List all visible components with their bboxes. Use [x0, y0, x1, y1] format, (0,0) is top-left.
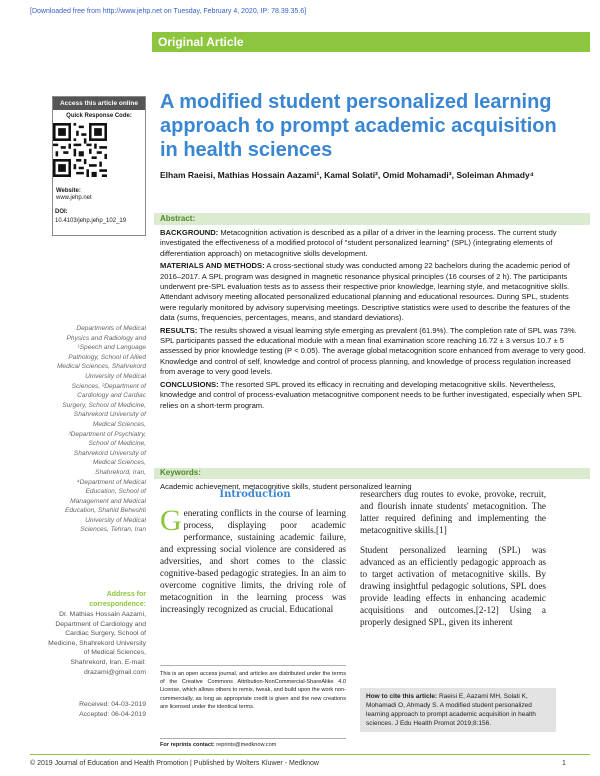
reprints-label: For reprints contact: — [160, 742, 215, 748]
keywords-text: Academic achievement, metacognitive skills, student personalized learning — [160, 482, 412, 491]
abstract-body — [160, 228, 586, 413]
page-number: 1 — [562, 760, 566, 767]
abstract-heading-bar — [154, 213, 590, 225]
keywords-heading: Keywords: — [160, 468, 201, 477]
methods-text: A cross-sectional study was conducted among 22 bachelors during the academic period of 2016–2017. A SPL program was designed in magnetic resonance physical principles (16 courses of 2 h). The participants underwent pre-SPL evaluation tests as to assess their respective prior knowledge, learning style, and metacognitive skills. Attendant advisory meeting allocated personalized educational planning and educational resources. During SPL, students were regularly monitored by advisory supervising meetings. Descriptive statistics were used to describe the features of the data (sums, frequencies, percentages, means, and standard deviations). — [160, 261, 571, 323]
download-notice[interactable]: [Downloaded free from http://www.jehp.net on Tuesday, February 4, 2020, IP: 78.39.35.6] — [30, 8, 307, 15]
article-title: A modified student personalized learning approach to prompt academic acquisition in health sciences — [160, 91, 557, 161]
keywords-heading-bar — [154, 468, 590, 479]
abstract-heading: Abstract: — [160, 214, 196, 223]
doi-value[interactable]: 10.4103/jehp.jehp_102_19 — [55, 218, 127, 224]
intro-paragraph-3: Student personalized learning (SPL) was advanced as an efficiently pedagogic approach as to target activation of metacognitive skills. By drawing insightful pedagogic solutions, SPL does provide leading effects in enhancing academic acquisitions and outcomes.[2-12] Using a properly designed SPL, given its inherent — [360, 545, 546, 627]
conclusions-label: CONCLUSIONS: — [160, 379, 219, 389]
article-type-bar — [152, 32, 590, 52]
background-label: BACKGROUND: — [160, 228, 219, 237]
drop-cap: G — [160, 504, 182, 537]
author-list: Elham Raeisi, Mathias Hossain Aazami¹, Kamal Solati², Omid Mohamadi³, Soleiman Ahmady⁴ — [160, 170, 534, 180]
cite-text: Raeisi E, Aazami MH, Solati K, Mohamadi O, Ahmady S. A modified student personalized learning approach to prompt academic acquisition in health sciences. J Edu Health Promot 2019;8:156. — [366, 693, 536, 727]
qr-label: Quick Response Code: — [66, 113, 132, 119]
results-text: The results showed a visual learning style emerging as prevalent (61.9%). The completion rate of SPL was 73%. SPL participants passed the educational module with a mean final examination score reaching 16.72 ± 3 versus 10.7 ± 5 assessed by prior knowledge testing (P < 0.05). The average global metacognition score enhanced from average to very good. Knowledge and control of self, knowledge and control of process planning, and knowledge of process regulation increased from average to very good levels. — [160, 325, 586, 377]
received-date: Received: 04-03-2019 — [79, 701, 146, 708]
license-notice: This is an open access journal, and articles are distributed under the terms of the Creative Commons Attribution-NonCommercial-ShareAlike 4.0 License, which allows others to remix, tweak, and build upon the work non-commercially, as long as appropriate credit is given and the new creations are licensed under the identical terms. — [160, 665, 346, 711]
correspondence-label: Address for correspondence: — [89, 591, 146, 608]
cite-label: How to cite this article: — [366, 693, 438, 700]
abstract-conclusions — [160, 380, 586, 411]
correspondence-address: Dr. Mathias Hossain Aazami, Department of Cardiology and Cardiac Surgery, School of Medicine, Shahrekord University of Medical Sciences, Shahrekord, Iran. E-mail: drazami@gmail.com — [48, 611, 146, 676]
accepted-date: Accepted: 06-04-2019 — [79, 711, 146, 718]
affiliations: Departments of Medical Physics and Radiology and ¹Speech and Language Pathology, School of Allied Medical Sciences, Shahrekord University of Medical Sciences, ²Department of Cardiology and Cardiac Surgery, School of Medicine, Shahrekord University of Medical Sciences, ³Department of Psychiatry, School of Medicine, Shahrekord University of Medical Sciences, Shahrekord, Iran, ⁴Department of Medical Education, School of Management and Medical Education, Shahid Beheshti University of Medical Sciences, Tehran, Iran — [56, 325, 146, 534]
footer-copyright: © 2019 Journal of Education and Health Promotion | Published by Wolters Kluwer - Medknow — [30, 760, 319, 767]
intro-paragraph-1: enerating conflicts in the course of learning process, displaying poor academic performance, sustaining academic failure, and expressing social violence are considered as adversities, and short comes to the classic cognitive-based pedagogic strategies. In an aim to overcome cognitive limits, the driving role of metacognition in the learning process was increasingly recognized as crucial. Educational — [160, 508, 346, 614]
website-link[interactable]: www.jehp.net — [56, 195, 92, 201]
body-column-1 — [160, 504, 346, 615]
introduction-heading: Introduction — [219, 489, 291, 500]
abstract-background — [160, 228, 586, 259]
article-type-label: Original Article — [158, 35, 244, 49]
methods-label: MATERIALS AND METHODS: — [160, 261, 265, 271]
qr-code-icon[interactable] — [53, 123, 107, 177]
intro-paragraph-2: researchers dug routes to evoke, provoke, recruit, and flourish innate students' metacognition. The latter required defining and implementing the metacognitive skills.[1] — [360, 489, 546, 535]
doi-label: DOI: — [55, 209, 68, 215]
results-label: RESULTS: — [160, 325, 198, 335]
footer-divider — [30, 754, 590, 755]
access-box-heading: Access this article online — [53, 97, 145, 110]
abstract-methods — [160, 261, 586, 323]
conclusions-text: The resorted SPL proved its efficacy in recruiting and developing metacognitive skills. Nevertheless, knowledge and control of process-evaluation metacognitive component needs to be further investigated, especially when SPL relies on a short-term program. — [160, 379, 582, 410]
background-text: Metacognition activation is described as a pillar of a driver in the learning process. The current study investigated the effectiveness of a modified protocol of "student personalized learning" (SPL) (integrating elements of differentiation approach) on metacognitive skills development. — [160, 228, 557, 258]
citation-box — [360, 688, 556, 732]
body-column-2 — [360, 488, 546, 636]
access-article-box — [52, 96, 146, 236]
article-dates — [56, 700, 146, 720]
abstract-results — [160, 326, 586, 378]
reprints-contact — [160, 738, 346, 748]
website-label: Website: — [56, 188, 81, 194]
reprints-email[interactable]: reprints@medknow.com — [214, 742, 277, 748]
